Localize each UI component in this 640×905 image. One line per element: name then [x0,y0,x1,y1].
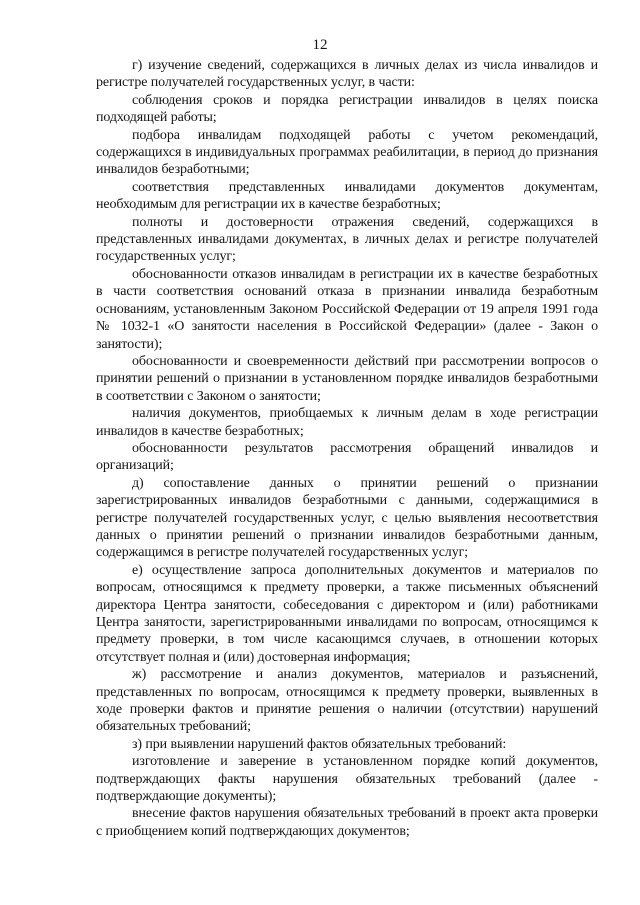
paragraph-d-comparison: д) сопоставление данных о принятии решений о признании зарегистрированных инвалидов безработными с данными, содержащимися в регистре получателей государственных услуг, с целью выявления несоответствия данных о принятии решений о признании инвалидов безработными данным, содержащимся в регистре получателей государственных услуг; [96,475,598,561]
paragraph-timeliness: обоснованности и своевременности действий при рассмотрении вопросов о принятии решений о признании в установленном порядке инвалидов безработными в соответствии с Законом о занятости; [96,353,598,404]
paragraph-registration-deadlines: соблюдения сроков и порядка регистрации инвалидов в целях поиска подходящей работы; [96,92,598,126]
document-body [96,57,598,840]
paragraph-z-violations: з) при выявлении нарушений фактов обязательных требований: [132,736,507,752]
paragraph-completeness: полноты и достоверности отражения сведений, содержащихся в представленных инвалидами документах, в личных делах и регистре получателей государственных услуг; [96,214,598,265]
paragraph-documents-compliance: соответствия представленных инвалидами документов документам, необходимым для регистрации их в качестве безработных; [96,179,598,213]
paragraph-g-intro: г) изучение сведений, содержащихся в личных делах из числа инвалидов и регистре получателей государственных услуг, в части: [96,58,598,91]
paragraph-refusals: обоснованности отказов инвалидам в регистрации их в качестве безработных в части соответствия оснований отказа в признании инвалида безработным основаниям, установленным Законом Российской Федерации от 19 апреля 1991 года № 1032-1 «О занятости населения в Российской Федерации» (далее - Закон о занятости); [96,266,598,352]
paragraph-job-selection: подбора инвалидам подходящей работы с учетом рекомендаций, содержащихся в индивидуальных программах реабилитации, в период до признания инвалидов безработными; [96,127,598,178]
paragraph-copies: изготовление и заверение в установленном порядке копий документов, подтверждающих факты нарушения обязательных требований (далее - подтверждающие документы); [96,754,598,805]
paragraph-attached-documents: наличия документов, приобщаемых к личным делам в ходе регистрации инвалидов в качестве безработных; [96,406,598,439]
paragraph-e-request: е) осуществление запроса дополнительных документов и материалов по вопросам, относящимся к предмету проверки, а также письменных объяснений директора Центра занятости, собеседования с директором и (или) работниками Центра занятости, зарегистрированными инвалидами по вопросам, относящимся к предмету проверки, в том числе касающимся случаев, в отношении которых отсутствует полная и (или) достоверная информация; [96,562,598,665]
paragraph-appeals: обоснованности результатов рассмотрения обращений инвалидов и организаций; [96,440,598,474]
paragraph-act-draft: внесение фактов нарушения обязательных требований в проект акта проверки с приобщением копий подтверждающих документов; [96,806,598,839]
page-number: 12 [312,37,328,53]
paragraph-zh-review: ж) рассмотрение и анализ документов, материалов и разъяснений, представленных по вопросам, относящимся к предмету проверки, выявленных в ходе проверки фактов и принятие решения о наличии (отсутствии) нарушений обязательных требований; [96,667,598,735]
